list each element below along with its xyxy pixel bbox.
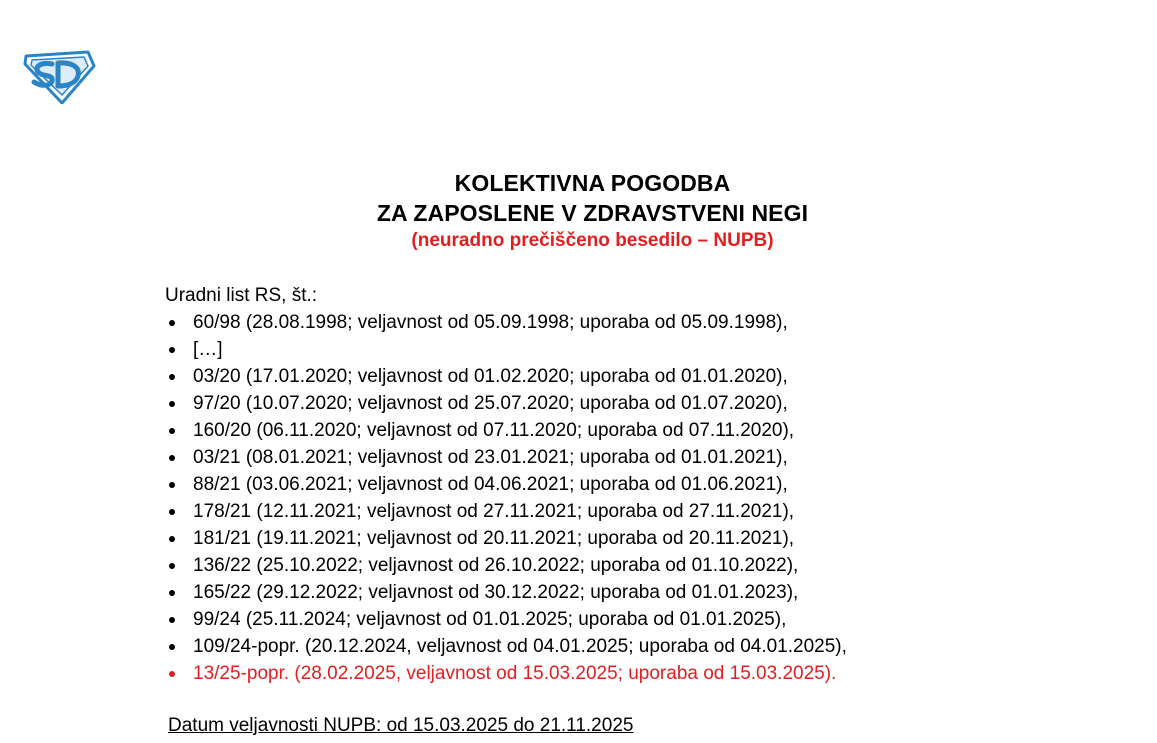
list-item-highlighted xyxy=(165,660,847,687)
document-subtitle: (neuradno prečiščeno besedilo – NUPB) xyxy=(411,230,774,251)
list-item-text: 160/20 (06.11.2020; veljavnost od 07.11.2020; uporaba od 07.11.2020), xyxy=(193,420,795,441)
bullet-icon xyxy=(169,590,175,596)
list-item xyxy=(165,525,847,552)
list-item xyxy=(165,579,847,606)
sd-shield-logo-icon xyxy=(22,50,96,104)
list-item xyxy=(165,444,847,471)
bullet-icon xyxy=(169,455,175,461)
bullet-icon xyxy=(169,617,175,623)
document-title-block xyxy=(0,168,1157,254)
document-title-line-1: KOLEKTIVNA POGODBA xyxy=(454,170,731,196)
bullet-icon xyxy=(169,509,175,515)
validity-date-line: Datum veljavnosti NUPB: od 15.03.2025 do 21.11.2025 xyxy=(168,715,634,736)
bullet-icon xyxy=(169,401,175,407)
list-item xyxy=(165,309,847,336)
list-item xyxy=(165,552,847,579)
list-item xyxy=(165,633,847,660)
list-item-text: 60/98 (28.08.1998; veljavnost od 05.09.1998; uporaba od 05.09.1998), xyxy=(193,312,788,333)
bullet-icon xyxy=(169,536,175,542)
list-item xyxy=(165,390,847,417)
list-item xyxy=(165,417,847,444)
list-item-text: 03/21 (08.01.2021; veljavnost od 23.01.2021; uporaba od 01.01.2021), xyxy=(193,447,788,468)
list-item-text: 88/21 (03.06.2021; veljavnost od 04.06.2021; uporaba od 01.06.2021), xyxy=(193,474,788,495)
bullet-icon xyxy=(169,320,175,326)
list-item xyxy=(165,498,847,525)
list-item xyxy=(165,363,847,390)
document-title-line-2: ZA ZAPOSLENE V ZDRAVSTVENI NEGI xyxy=(376,200,809,226)
bullet-icon xyxy=(169,347,175,353)
list-item-text: 178/21 (12.11.2021; veljavnost od 27.11.2021; uporaba od 27.11.2021), xyxy=(193,501,795,522)
list-item-text: 109/24-popr. (20.12.2024, veljavnost od 04.01.2025; uporaba od 04.01.2025), xyxy=(193,636,847,657)
list-item-text: 136/22 (25.10.2022; veljavnost od 26.10.2022; uporaba od 01.10.2022), xyxy=(193,555,799,576)
bullet-icon xyxy=(169,563,175,569)
list-item-text: 165/22 (29.12.2022; veljavnost od 30.12.2022; uporaba od 01.01.2023), xyxy=(193,582,799,603)
gazette-list-block xyxy=(165,282,847,687)
list-item-text: 99/24 (25.11.2024; veljavnost od 01.01.2025; uporaba od 01.01.2025), xyxy=(193,609,787,630)
gazette-list xyxy=(165,309,847,687)
list-item-text: […] xyxy=(193,339,223,360)
bullet-icon xyxy=(169,374,175,380)
list-item-text: 181/21 (19.11.2021; veljavnost od 20.11.2021; uporaba od 20.11.2021), xyxy=(193,528,795,549)
bullet-icon xyxy=(169,428,175,434)
list-item-text: 13/25-popr. (28.02.2025, veljavnost od 15.03.2025; uporaba od 15.03.2025). xyxy=(193,663,837,684)
bullet-icon xyxy=(169,482,175,488)
list-item-text: 97/20 (10.07.2020; veljavnost od 25.07.2020; uporaba od 01.07.2020), xyxy=(193,393,788,414)
bullet-icon xyxy=(169,644,175,650)
list-item xyxy=(165,471,847,498)
gazette-heading: Uradni list RS, št.: xyxy=(165,285,318,306)
list-item xyxy=(165,336,847,363)
bullet-icon xyxy=(169,671,175,677)
list-item xyxy=(165,606,847,633)
list-item-text: 03/20 (17.01.2020; veljavnost od 01.02.2020; uporaba od 01.01.2020), xyxy=(193,366,788,387)
